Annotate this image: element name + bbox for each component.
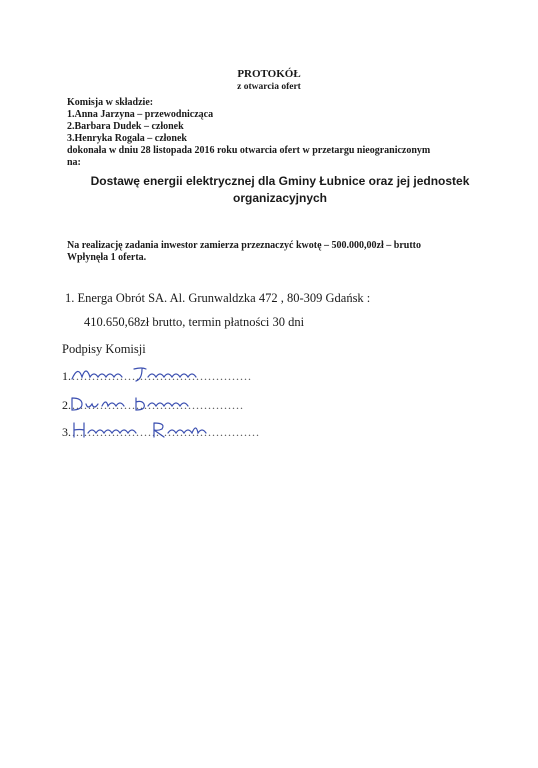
offer-entry: 1. Energa Obrót SA. Al. Grunwaldzka 472 , 80-309 Gdańsk : [65,291,371,305]
signature-number: 2. [62,398,71,412]
handwritten-signature [62,417,222,443]
handwritten-signature [62,390,212,416]
signature-dotted-line: ............................................. [72,369,252,383]
committee-member: 3.Henryka Rogala – członek [67,133,187,144]
opening-statement-continuation: na: [67,157,81,168]
handwritten-signature [62,361,212,387]
committee-heading: Komisja w składzie: [67,97,154,108]
signature-number: 1. [62,369,71,383]
tender-subject: Dostawę energii elektrycznej dla Gminy Łubnice oraz jej jednostek organizacyjnych [90,174,470,205]
signature-dotted-line: ............................................... [72,425,260,439]
opening-statement: dokonała w dniu 28 listopada 2016 roku otwarcia ofert w przetargu nieograniczonym [67,145,431,156]
signature-number: 3. [62,425,71,439]
committee-member: 2.Barbara Dudek – członek [67,121,184,132]
budget-statement: Na realizację zadania inwestor zamierza przeznaczyć kwotę – 500.000,00zł – brutto [67,240,421,251]
committee-member: 1.Anna Jarzyna – przewodnicząca [67,109,214,120]
signature-dotted-line: ........................................... [72,398,244,412]
offers-count: Wpłynęła 1 oferta. [67,252,147,263]
document-title: PROTOKÓŁ [237,68,301,80]
signatures-heading: Podpisy Komisji [62,342,146,356]
document-subtitle: z otwarcia ofert [237,82,301,92]
offer-entry-detail: 410.650,68zł brutto, termin płatności 30 dni [84,315,305,329]
